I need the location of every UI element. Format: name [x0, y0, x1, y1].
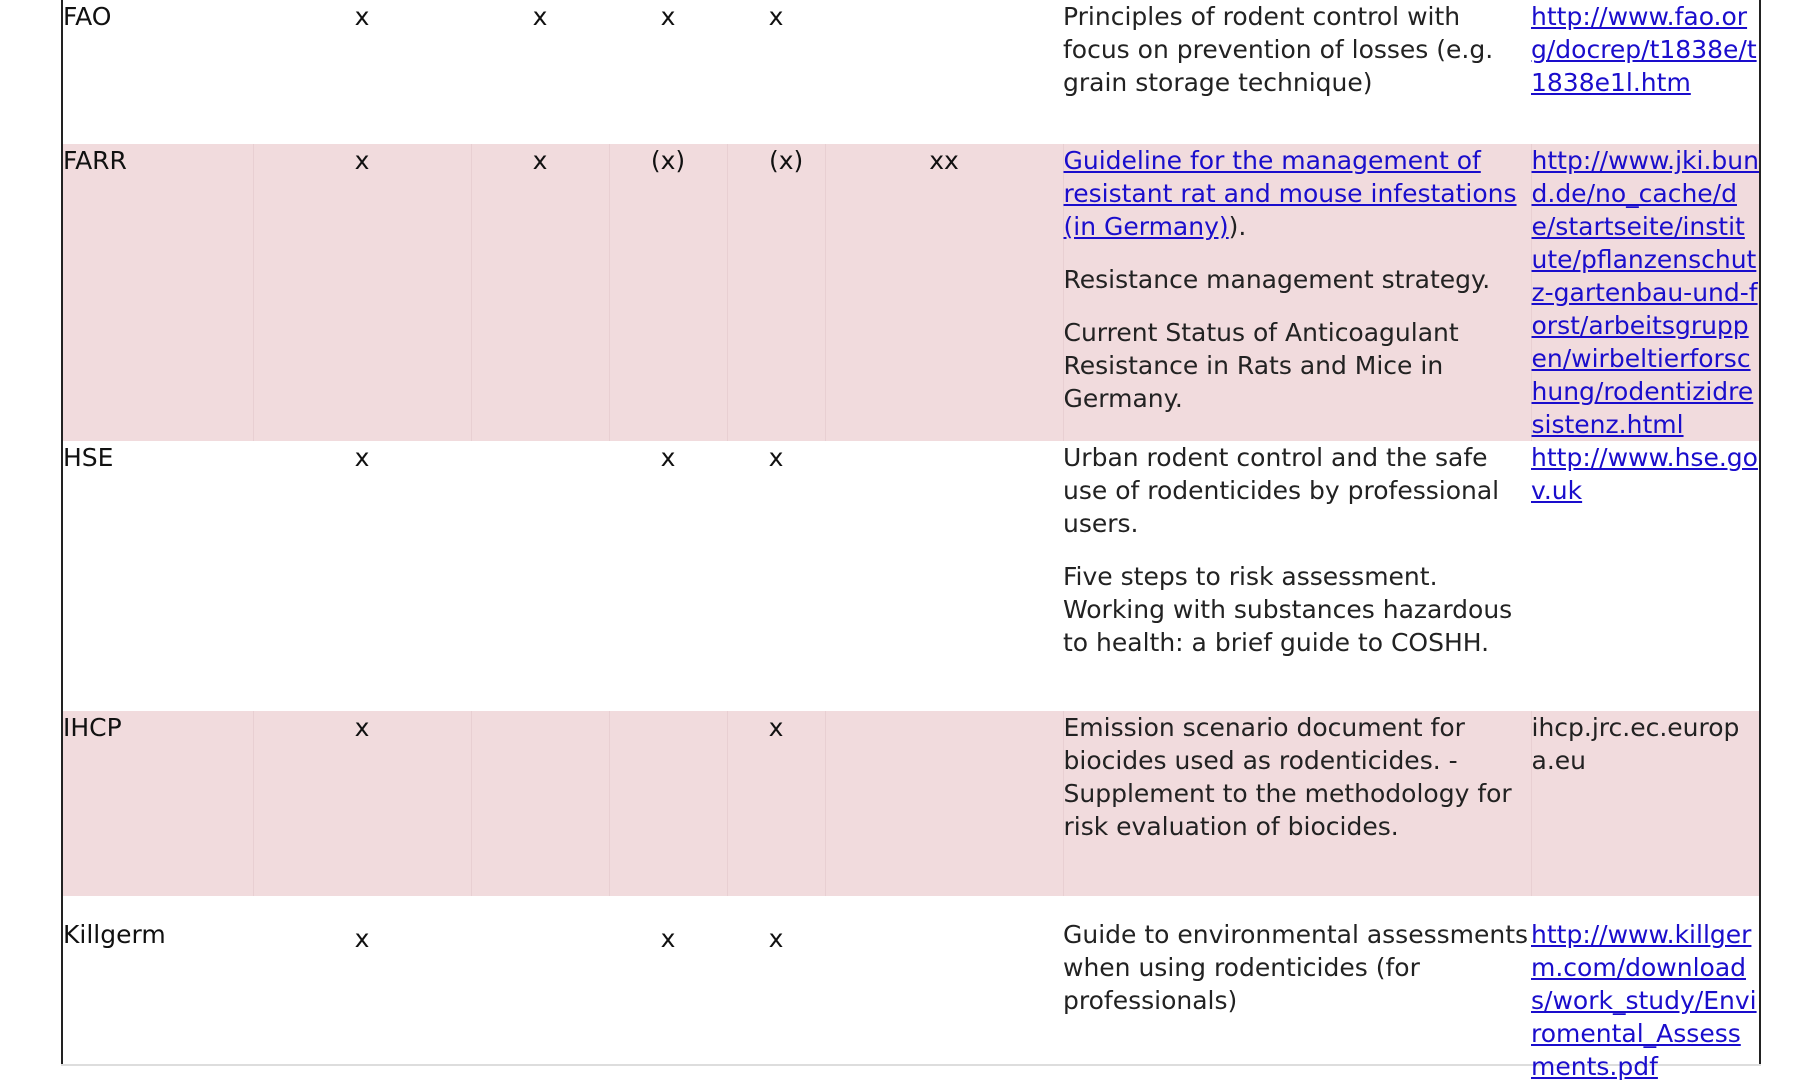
table-row-killgerm: [63, 896, 1759, 1083]
mark-col-5: [825, 711, 1063, 896]
description-text: Principles of rodent control with focus on prevention of losses (e.g. grain storage technique): [1063, 2, 1494, 97]
mark-col-3: [609, 711, 727, 896]
mark-col-3: x: [660, 443, 676, 472]
link-cell: [1531, 0, 1759, 144]
table-row-fao: [63, 0, 1759, 144]
org-name: FAO: [63, 2, 112, 31]
description-cell: [1063, 711, 1531, 896]
url-link[interactable]: http://www.killgerm.com/downloads/work_study/Enviromental_Assessments.pdf: [1531, 920, 1757, 1081]
description-text: Emission scenario document for biocides used as rodenticides. - Supplement to the methodology for risk evaluation of biocides.: [1063, 713, 1512, 841]
mark-col-2: [471, 711, 609, 896]
mark-col-4: x: [768, 924, 784, 953]
description-text: Resistance management strategy.: [1063, 265, 1491, 294]
table-row-hse: [63, 441, 1759, 711]
page-border-right: [1759, 0, 1761, 1066]
mark-col-1: x: [354, 924, 370, 953]
url-link[interactable]: http://www.hse.gov.uk: [1531, 443, 1758, 505]
mark-col-5: [825, 441, 1063, 711]
mark-col-4: [727, 144, 825, 441]
mark-col-4: x: [727, 711, 825, 896]
org-name: FARR: [63, 144, 253, 441]
mark-col-1: x: [354, 443, 370, 472]
url-link[interactable]: http://www.fao.org/docrep/t1838e/t1838e1l.htm: [1531, 2, 1757, 97]
description-text: Five steps to risk assessment. Working with substances hazardous to health: a brief guide to COSHH.: [1063, 562, 1513, 657]
link-cell: [1531, 896, 1759, 1083]
url-link[interactable]: http://www.jki.bund.de/no_cache/de/startseite/institute/pflanzenschutz-gartenbau-und-forst/arbeitsgruppen/wirbeltierforschung/rodentizidresistenz.html: [1531, 146, 1759, 439]
mark-col-2: [471, 441, 609, 711]
org-name: HSE: [63, 443, 114, 472]
link-cell: [1531, 144, 1759, 441]
url-text: ihcp.jrc.ec.europa.eu: [1531, 713, 1740, 775]
mark-col-5: [825, 0, 1063, 144]
table-row-ihcp: [63, 711, 1759, 896]
mark-col-2: x: [532, 2, 548, 31]
link-cell: [1531, 441, 1759, 711]
mark-col-3: x: [660, 2, 676, 31]
mark-col-1: x: [354, 2, 370, 31]
mark-col-2: x: [471, 144, 609, 441]
mark-col-3: (x): [609, 144, 727, 441]
description-cell: [1063, 441, 1531, 711]
link-suffix: ).: [1228, 212, 1247, 241]
description-text: Urban rodent control and the safe use of rodenticides by professional users.: [1063, 443, 1500, 538]
mark-col-5: [825, 896, 1063, 1083]
mark-col-4: x: [768, 443, 784, 472]
organisations-table: [63, 0, 1759, 1083]
org-name: IHCP: [63, 711, 253, 896]
mark-col-5: xx: [825, 144, 1063, 441]
description-text: Current Status of Anticoagulant Resistance in Rats and Mice in Germany.: [1063, 318, 1459, 413]
description-text: Guide to environmental assessments when using rodenticides (for professionals): [1063, 920, 1529, 1015]
mark-col-1: x: [253, 144, 471, 441]
mark-col-2: [471, 896, 609, 1083]
mark-value: (x): [769, 146, 804, 175]
table-row-farr: [63, 144, 1759, 441]
org-name: Killgerm: [63, 920, 166, 949]
description-text: [1064, 144, 1531, 243]
mark-col-3: x: [660, 924, 676, 953]
description-cell: [1063, 144, 1531, 441]
mark-col-4: x: [768, 2, 784, 31]
description-cell: [1063, 896, 1531, 1083]
link-cell: [1531, 711, 1759, 896]
guideline-link[interactable]: Guideline for the management of resistant rat and mouse infestations (in Germany): [1063, 146, 1517, 241]
mark-col-1: x: [253, 711, 471, 896]
description-cell: [1063, 0, 1531, 144]
